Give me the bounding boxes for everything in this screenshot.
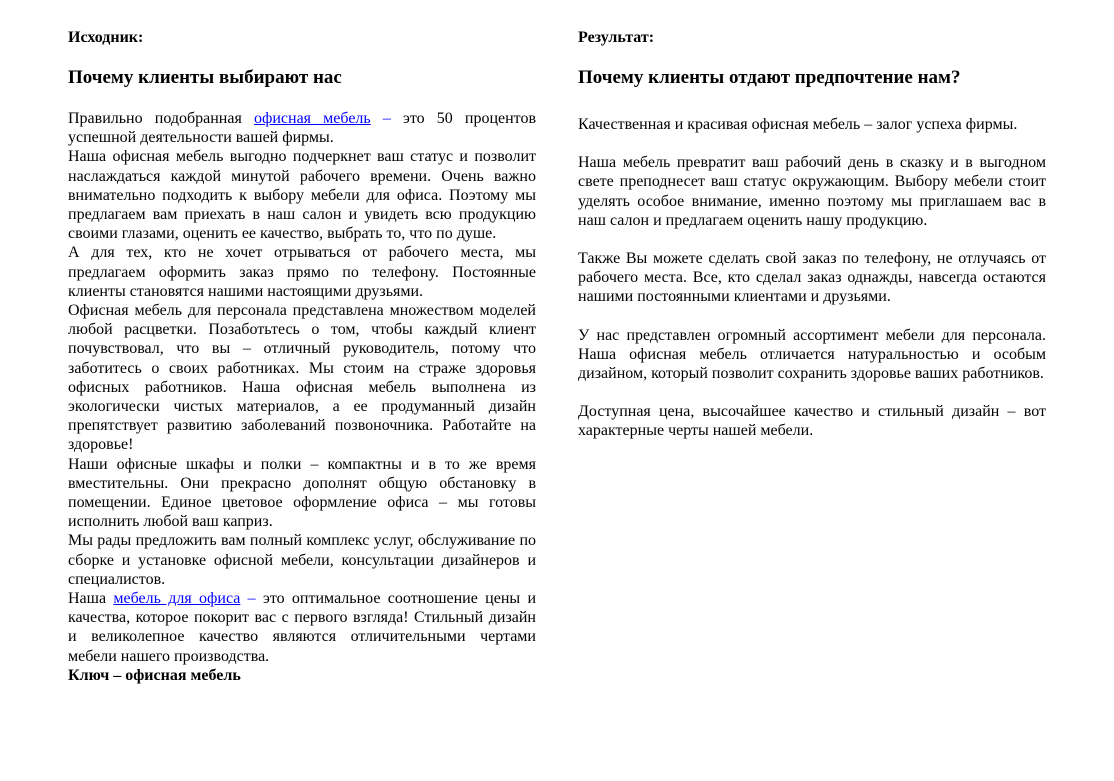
paragraph: У нас представлен огромный ассортимент мебели для персонала. Наша офисная мебель отличается натуральностью и особым дизайном, который позволит сохранить здоровье ваших работников. <box>578 326 1046 383</box>
paragraph: Наша мебель для офиса – это оптимальное соотношение цены и качества, которое покорит вас с первого взгляда! Стильный дизайн и великолепное качество являются отличительными чертами мебели нашего производства. <box>68 590 537 665</box>
inline-link[interactable]: офисная мебель <box>253 110 371 127</box>
paragraph: А для тех, кто не хочет отрываться от рабочего места, мы предлагаем оформить заказ прямо по телефону. Постоянные клиенты становятся нашими настоящими друзьями. <box>68 244 536 300</box>
result-body <box>578 115 1046 441</box>
link-dash: – <box>370 110 391 127</box>
key-phrase: Ключ – офисная мебель <box>68 666 241 684</box>
paragraph <box>68 666 536 685</box>
inline-link[interactable]: мебель для офиса <box>113 590 241 608</box>
paragraph: Наша офисная мебель выгодно подчеркнет ваш статус и позволит наслаждаться каждой минутой рабочего времени. Очень важно внимательно подходить к выбору мебели для офиса. Поэтому мы предлагаем вам приехать в наш салон и увидеть всю продукцию своими глазами, оценить ее качество, выбрать то, что по душе. <box>68 148 536 243</box>
paragraph: Мы рады предложить вам полный комплекс услуг, обслуживание по сборке и установке офисной мебели, консультации дизайнеров и специалистов. <box>68 532 536 588</box>
paragraph: Также Вы можете сделать свой заказ по телефону, не отлучаясь от рабочего места. Все, кто сделал заказ однажды, навсегда остаются нашими постоянными клиентами и друзьями. <box>578 250 1046 306</box>
source-label: Исходник: <box>68 29 144 46</box>
paragraph: Офисная мебель для персонала представлена множеством моделей любой расцветки. Позаботьтесь о том, чтобы каждый клиент почувствовал, что вы – отличный руководитель, потому что заботитесь о своих работниках. Мы стоим на страже здоровья офисных работников. Наша офисная мебель выполнена из экологически чистых материалов, а ее продуманный дизайн препятствует развитию заболеваний позвоночника. Работайте на здоровье! <box>68 302 536 454</box>
paragraph: Наша мебель превратит ваш рабочий день в сказку и в выгодном свете преподнесет ваш статус окружающим. Выбору мебели стоит уделять особое внимание, именно поэтому мы приглашаем вас в наш салон и предлагаем оценить нашу продукцию. <box>578 154 1046 229</box>
result-column <box>578 28 1046 460</box>
paragraph: Доступная цена, высочайшее качество и стильный дизайн – вот характерные черты нашей мебели. <box>578 403 1046 440</box>
link-dash: – <box>240 590 256 608</box>
paragraph: Качественная и красивая офисная мебель – залог успеха фирмы. <box>578 116 1018 133</box>
source-column <box>68 28 536 685</box>
result-label: Результат: <box>578 29 655 46</box>
source-body <box>68 109 536 685</box>
paragraph: Правильно подобранная офисная мебель – это 50 процентов успешной деятельности вашей фирмы. <box>68 110 537 147</box>
source-heading: Почему клиенты выбирают нас <box>68 67 342 88</box>
result-heading: Почему клиенты отдают предпочтение нам? <box>578 67 961 88</box>
paragraph: Наши офисные шкафы и полки – компактны и в то же время вместительны. Они прекрасно дополнят общую обстановку в помещении. Единое цветовое оформление офиса – мы готовы исполнить любой ваш каприз. <box>68 455 536 531</box>
